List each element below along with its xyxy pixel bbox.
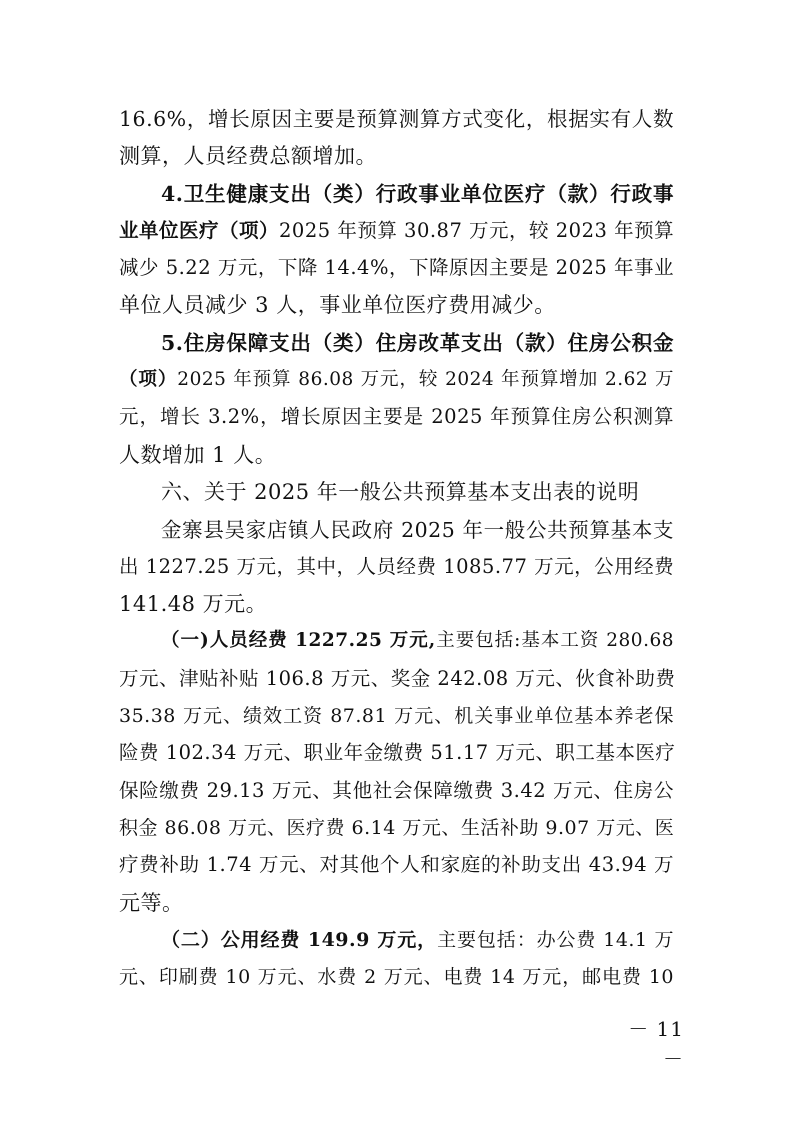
item-heading-health: 4.卫生健康支出（类）行政事业单位医疗（款）行政事: [161, 182, 674, 206]
body-text-line: 元、印刷费 10 万元、水费 2 万元、电费 14 万元，邮电费 10: [119, 966, 674, 988]
body-text-line: 险费 102.34 万元、职业年金缴费 51.17 万元、职工基本医疗: [119, 741, 676, 764]
body-text-line: 保险缴费 29.13 万元、其他社会保障缴费 3.42 万元、住房公: [119, 779, 674, 802]
body-text-line: [161, 922, 674, 958]
page-number: － 11 －: [628, 1017, 684, 1071]
body-text-span: 主要包括:基本工资 280.68: [435, 630, 674, 651]
body-text-line: 35.38 万元、绩效工资 87.81 万元、机关事业单位基本养老保: [119, 705, 674, 727]
body-text-line: [161, 623, 674, 659]
body-text-span: 2025 年预算 86.08 万元，较 2024 年预算增加 2.62 万: [177, 369, 674, 390]
item-heading-housing: 5.住房保障支出（类）住房改革支出（款）住房公积金: [161, 331, 674, 355]
item-heading-health-cont: 业单位医疗（项）: [119, 219, 280, 242]
item-heading-housing-cont: （项）: [119, 369, 178, 390]
section-heading: 六、关于 2025 年一般公共预算基本支出表的说明: [161, 480, 640, 504]
body-text-line: 金寨县吴家店镇人民政府 2025 年一般公共预算基本支: [161, 518, 674, 542]
body-text-line: 出 1227.25 万元，其中，人员经费 1085.77 万元，公用经费: [119, 555, 675, 578]
body-text-line: 元，增长 3.2%，增长原因主要是 2025 年预算住房公积测算: [119, 405, 674, 428]
body-text-line: [119, 362, 674, 398]
body-text-line: 人数增加 1 人。: [119, 443, 277, 467]
body-text-line: 万元、津贴补贴 106.8 万元、奖金 242.08 万元、伙食补助费: [119, 667, 676, 690]
body-text-line: 测算，人员经费总额增加。: [119, 144, 377, 168]
subheading-personnel: （一)人员经费 1227.25 万元,: [161, 630, 436, 651]
body-text-line: 减少 5.22 万元，下降 14.4%，下降原因主要是 2025 年事业: [119, 256, 674, 279]
body-text-line: 单位人员减少 3 人，事业单位医疗费用减少。: [119, 293, 556, 317]
body-text-span: 主要包括：办公费 14.1 万: [437, 929, 674, 951]
body-text-line: [119, 213, 674, 249]
body-text-line: 141.48 万元。: [119, 592, 268, 616]
subheading-public: （二）公用经费 149.9 万元，: [161, 929, 438, 951]
body-text-span: 2025 年预算 30.87 万元，较 2023 年预算: [279, 219, 675, 242]
body-text-line: 元等。: [119, 891, 184, 915]
body-text-line: 疗费补助 1.74 万元、对其他个人和家庭的补助支出 43.94 万: [119, 853, 674, 876]
body-text-line: 16.6%，增长原因主要是预算测算方式变化，根据实有人数: [119, 107, 674, 131]
body-text-line: 积金 86.08 万元、医疗费 6.14 万元、生活补助 9.07 万元、医: [119, 817, 675, 839]
